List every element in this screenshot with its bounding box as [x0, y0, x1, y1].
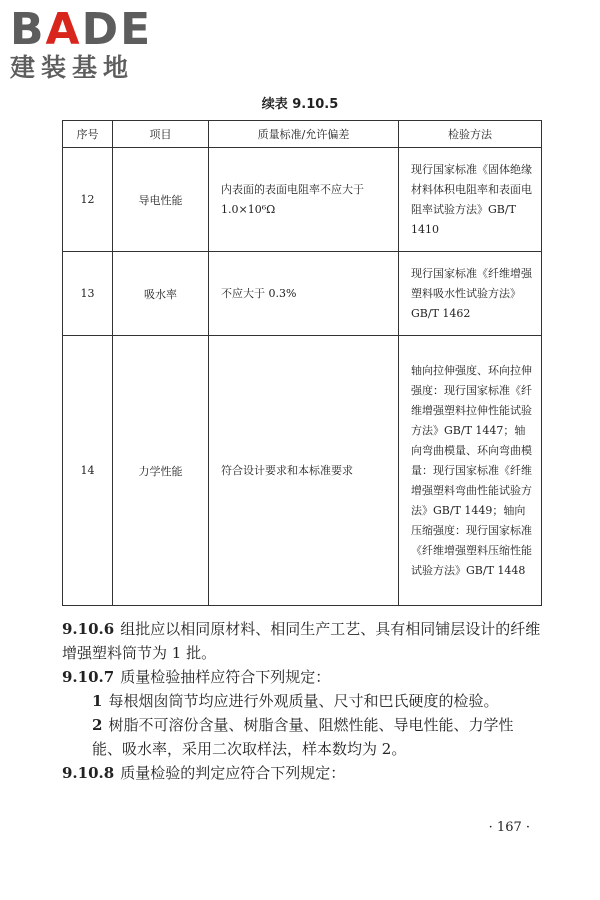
clause-number: 9.10.7 [62, 668, 115, 686]
clause-body [62, 617, 542, 785]
logo-subtitle: 建装基地 [10, 53, 135, 82]
table-row [63, 148, 542, 252]
clause-item [62, 713, 542, 761]
row-item: 导电性能 [113, 148, 209, 252]
header-standard: 质量标准/允许偏差 [209, 121, 399, 148]
item-text: 每根烟囱筒节均应进行外观质量、尺寸和巴氏硬度的检验。 [108, 692, 499, 710]
row-standard: 符合设计要求和本标准要求 [209, 336, 399, 606]
row-standard: 内表面的表面电阻率不应大于 1.0×10⁶Ω [209, 148, 399, 252]
clause-item [62, 689, 542, 713]
logo-letters-de: DE [81, 4, 153, 55]
item-number: 1 [92, 692, 103, 710]
table-header-row [63, 121, 542, 148]
row-number: 12 [63, 148, 113, 252]
clause-9-10-7 [62, 665, 542, 689]
item-text: 树脂不可溶份含量、树脂含量、阻燃性能、导电性能、力学性能、吸水率，采用二次取样法，样本数均为 2。 [92, 716, 514, 758]
table-row [63, 336, 542, 606]
logo-wordmark [10, 4, 153, 55]
header-item: 项目 [113, 121, 209, 148]
clause-number: 9.10.6 [62, 620, 115, 638]
header-no: 序号 [63, 121, 113, 148]
inspection-table [62, 120, 542, 606]
row-standard: 不应大于 0.3% [209, 252, 399, 336]
page-number: · 167 · [488, 820, 530, 835]
header-method: 检验方法 [399, 121, 542, 148]
logo-letter-b: B [10, 4, 46, 55]
row-method: 现行国家标准《纤维增强塑料吸水性试验方法》GB/T 1462 [399, 252, 542, 336]
clause-9-10-6 [62, 617, 542, 665]
clause-text: 组批应以相同原材料、相同生产工艺、具有相同铺层设计的纤维增强塑料筒节为 1 批。 [62, 620, 541, 662]
bade-logo [10, 4, 153, 82]
row-number: 14 [63, 336, 113, 606]
clause-text: 质量检验的判定应符合下列规定： [120, 764, 346, 782]
row-method: 轴向拉伸强度、环向拉伸强度：现行国家标准《纤维增强塑料拉伸性能试验方法》GB/T 1447；轴向弯曲模量、环向弯曲模量：现行国家标准《纤维增强塑料弯曲性能试验方法》GB/T 1449；轴向压缩强度：现行国家标准《纤维增强塑料压缩性能试验方法》GB/T 1448 [399, 336, 542, 606]
clause-number: 9.10.8 [62, 764, 115, 782]
clause-text: 质量检验抽样应符合下列规定： [120, 668, 331, 686]
row-method: 现行国家标准《固体绝缘材料体积电阻率和表面电阻率试验方法》GB/T 1410 [399, 148, 542, 252]
logo-letter-a: A [45, 4, 82, 55]
table-title: 续表 9.10.5 [261, 97, 339, 112]
row-item: 力学性能 [113, 336, 209, 606]
row-number: 13 [63, 252, 113, 336]
item-number: 2 [92, 716, 103, 734]
row-item: 吸水率 [113, 252, 209, 336]
clause-9-10-8 [62, 761, 542, 785]
table-row [63, 252, 542, 336]
